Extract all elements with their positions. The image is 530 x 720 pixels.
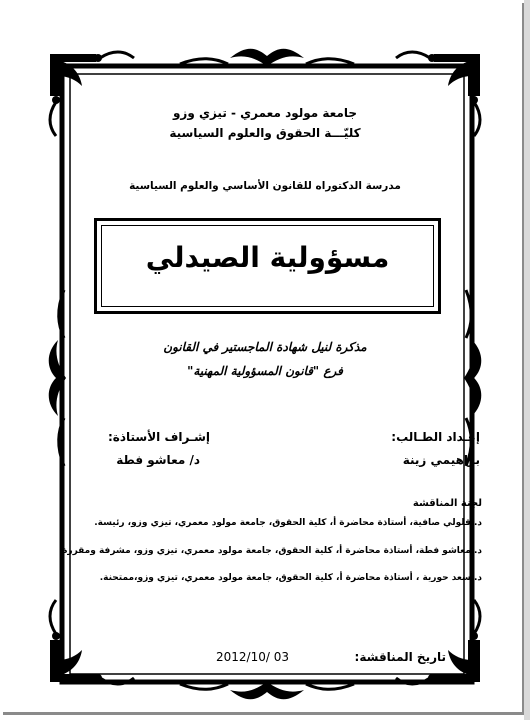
- defense-date-value: 2012/10/ 03: [216, 650, 289, 664]
- university-name: جامعة مولود معمري - تيزي وزو: [172, 106, 358, 120]
- faculty-name: كليّـــة الحقوق والعلوم السياسية: [169, 126, 361, 140]
- branch-line: فرع "قانون المسؤولية المهنية": [187, 364, 343, 378]
- committee-member-1: د.إقلولي صافية، أستاذة محاضرة أ، كلية الحقوق، جامعة مولود معمري، تيزي وزو، رئيسة.: [94, 518, 482, 528]
- committee-heading: لجنة المناقشة: [412, 498, 482, 509]
- thesis-title: مسؤولية الصيدلي: [145, 241, 390, 274]
- committee-member-3: د.إسعد حورية ، أستاذة محاضرة أ، كلية الحقوق، جامعة مولود معمري، تيزي وزو،ممتحنة.: [99, 573, 482, 583]
- committee-member-2: د. معاشو فطة، أستاذة محاضرة أ، كلية الحقوق، جامعة مولود معمري، تيزي وزو، مشرفة ومقررة: [62, 546, 482, 556]
- defense-date-label: تاريخ المناقشة:: [354, 650, 446, 664]
- supervisor-name: د/ معاشو فطة: [116, 453, 200, 467]
- supervisor-label: إشـراف الأستاذة:: [107, 430, 210, 444]
- student-label: إعـداد الطـالب:: [391, 430, 480, 444]
- student-name: براهيمي زينة: [402, 453, 480, 467]
- doctoral-school: مدرسة الدكتوراه للقانون الأساسي والعلوم السياسية: [129, 180, 401, 192]
- degree-line: مذكرة لنيل شهادة الماجستير في القانون: [163, 340, 367, 354]
- title-box: [94, 218, 441, 314]
